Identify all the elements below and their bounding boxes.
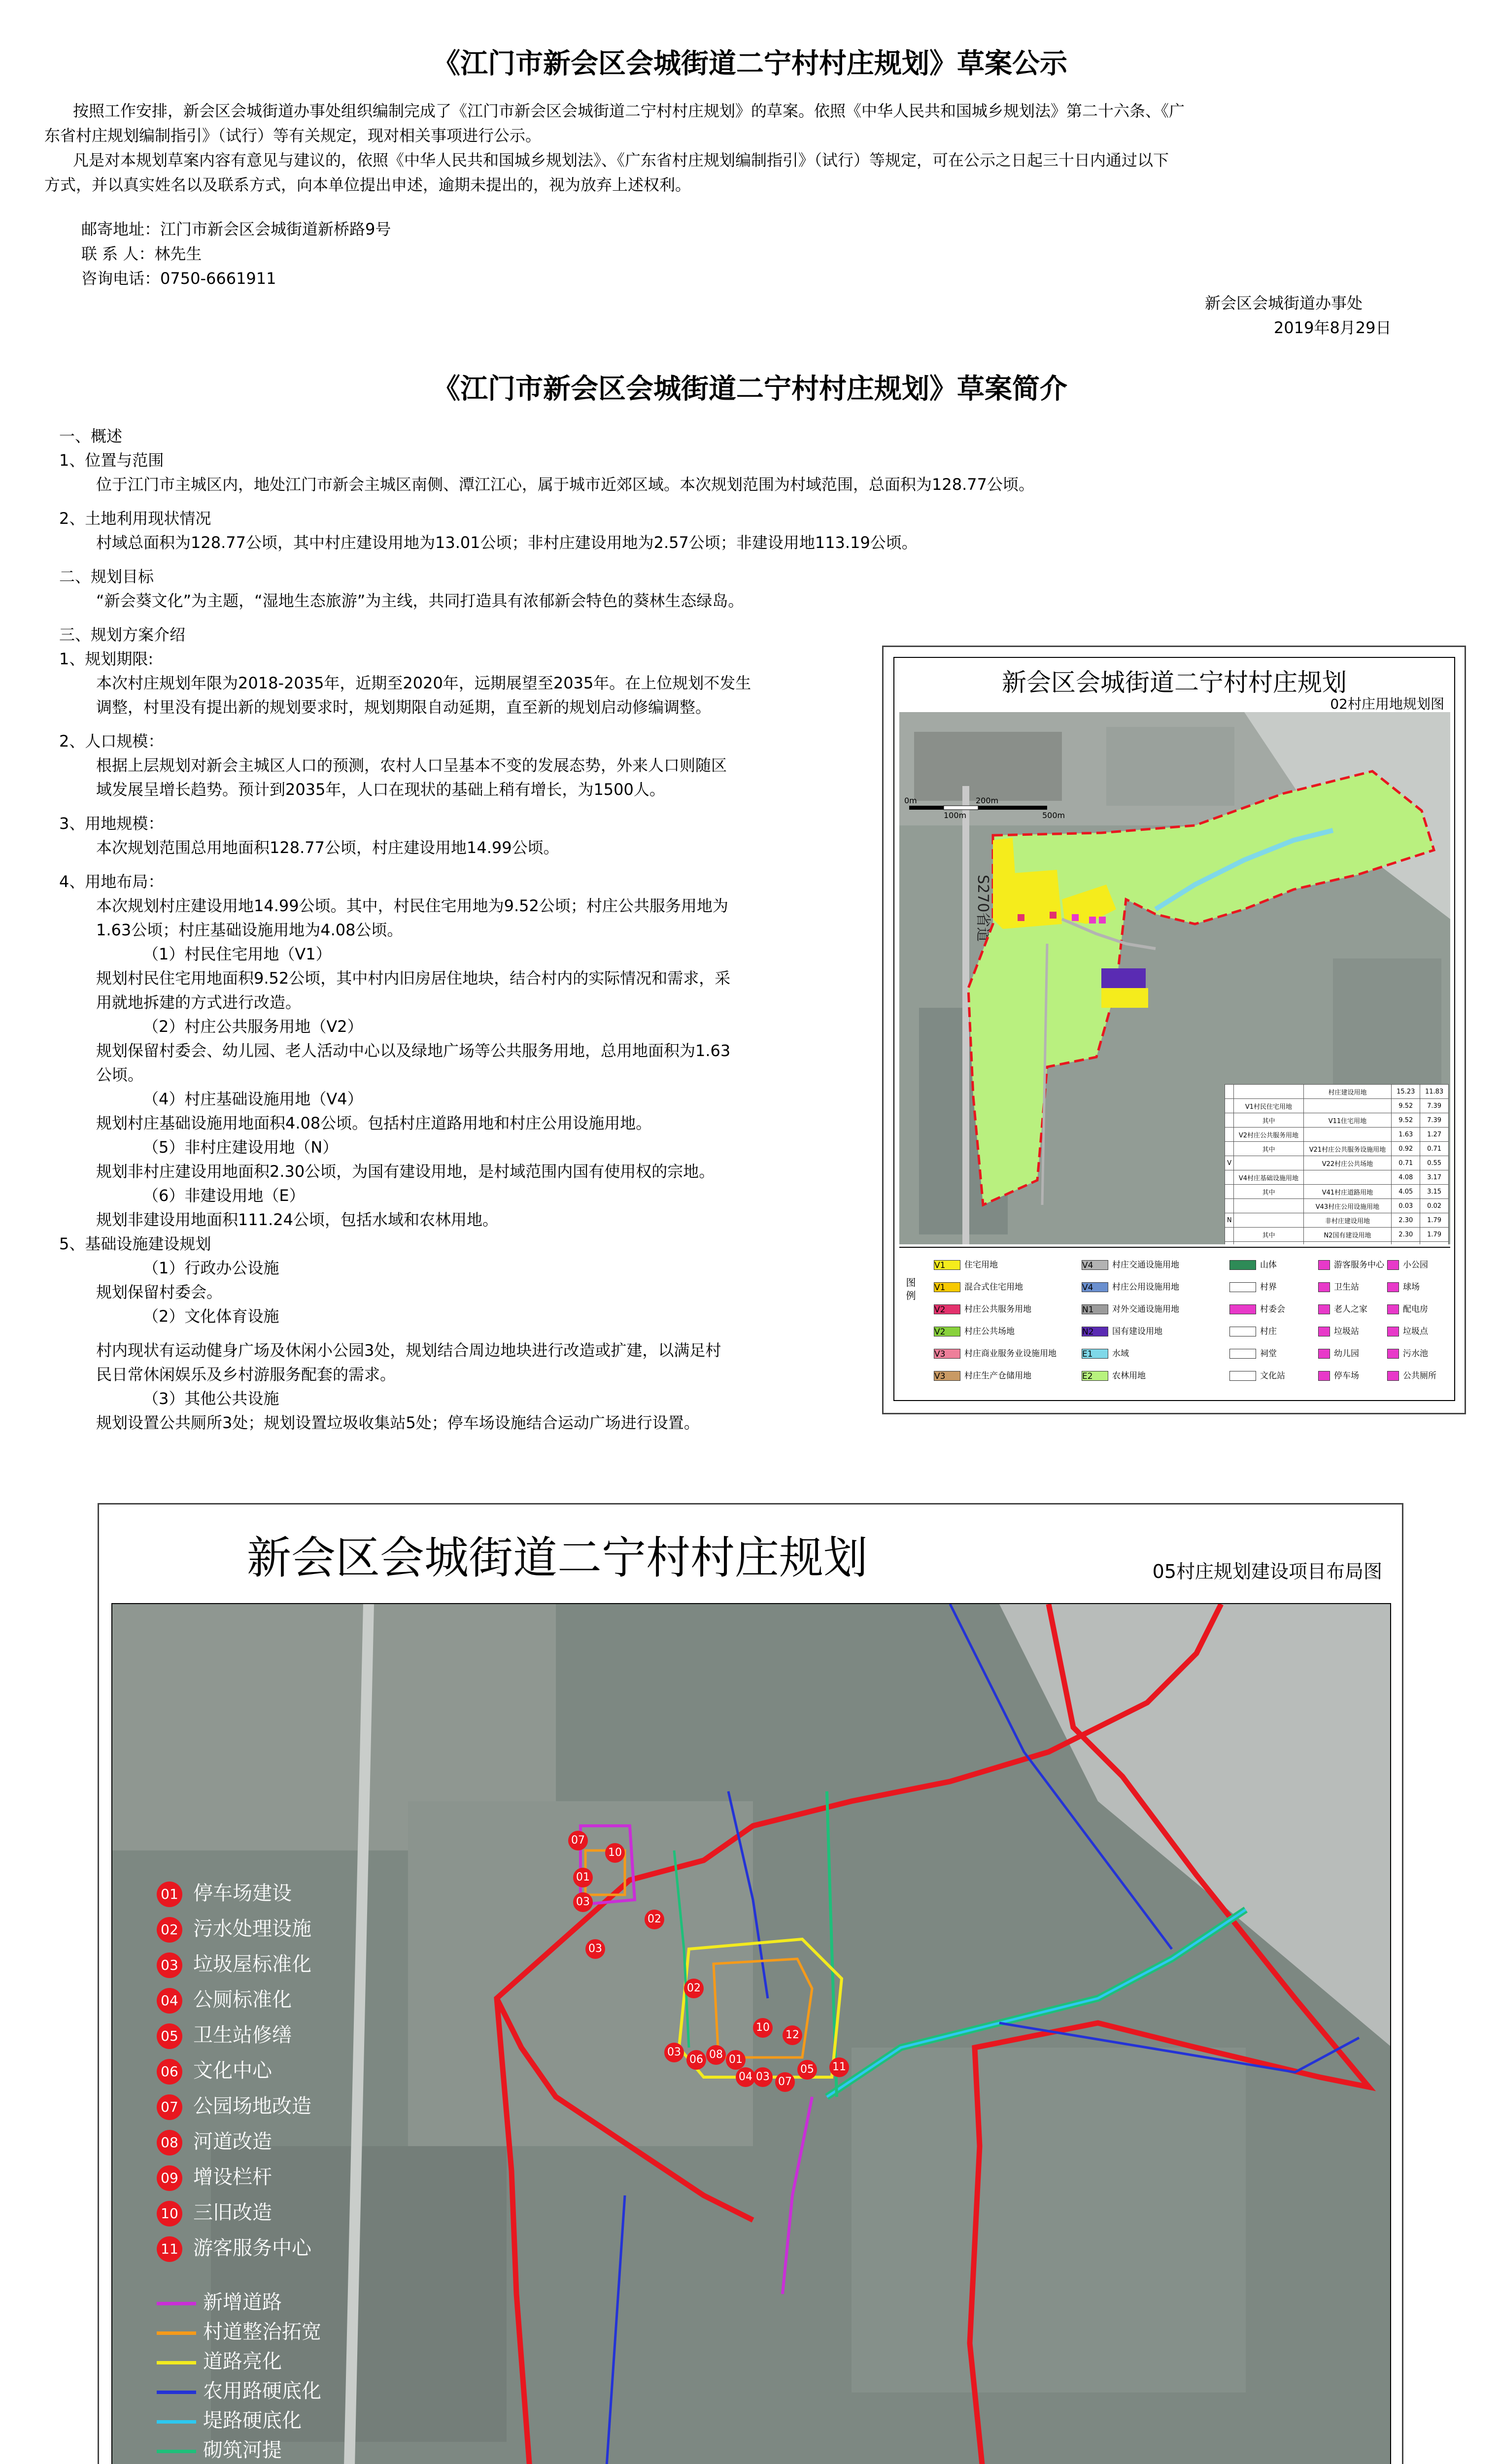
legend-item: V4 村庄公用设施用地	[1082, 1282, 1179, 1293]
facility-icon	[1318, 1304, 1330, 1314]
legend-icon-item: 配电房	[1387, 1302, 1428, 1314]
legend-icon-item: 垃圾点	[1387, 1324, 1428, 1336]
project-item: 01 停车场建设	[157, 1878, 292, 1905]
project-item: 06 文化中心	[157, 2055, 272, 2083]
legend-item: N2 国有建设用地	[1082, 1327, 1162, 1337]
legend-item: E1 水域	[1082, 1349, 1129, 1359]
map-marker-10b: 10	[753, 2018, 773, 2038]
legend-icon-item: 卫生站	[1318, 1280, 1359, 1292]
land-use-row: V1村民住宅用地 9.52 7.39	[1225, 1099, 1449, 1113]
legend-item: 村庄	[1229, 1324, 1277, 1336]
summary-line: “新会葵文化”为主题，“湿地生态旅游”为主线，共同打造具有浓郁新会特色的葵林生态绿岛。	[96, 591, 744, 610]
summary-line: （5）非村庄建设用地（N）	[143, 1138, 339, 1157]
map-marker-08: 08	[706, 2045, 726, 2065]
land-use-row: 其中 V11住宅用地 9.52 7.39	[1225, 1113, 1449, 1128]
notice-para2a: 凡是对本规划草案内容有意见与建议的，依照《中华人民共和国城乡规划法》、《广东省村庄规划编制指引》（试行）等规定，可在公示之日起三十日内通过以下	[73, 151, 1169, 170]
summary-line: 规划村民住宅用地面积9.52公顷，其中村内旧房居住地块，结合村内的实际情况和需求，采	[96, 969, 731, 988]
notice-address: 邮寄地址：江门市新会区会城街道新桥路9号	[81, 220, 391, 239]
facility-icon	[1318, 1349, 1330, 1359]
summary-line: 1、规划期限:	[59, 650, 154, 668]
notice-para1a: 按照工作安排，新会区会城街道办事处组织编制完成了《江门市新会区会城街道二宁村村庄规划》的草案。依照《中华人民共和国城乡规划法》第二十六条、《广	[73, 102, 1185, 120]
road-label: S270省道	[974, 875, 991, 942]
map-marker-02: 02	[645, 1910, 664, 1929]
summary-line: 规划非村庄建设用地面积2.30公顷，为国有建设用地，是村域范围内国有使用权的宗地。	[96, 1162, 715, 1181]
summary-line: （1）行政办公设施	[143, 1259, 279, 1277]
svg-text:200m: 200m	[976, 796, 999, 805]
legend-item: V1 住宅用地	[934, 1260, 998, 1270]
map2-title: 新会区会城街道二宁村村庄规划	[247, 1532, 868, 1584]
summary-line: 规划村庄基础设施用地面积4.08公顷。包括村庄道路用地和村庄公用设施用地。	[96, 1114, 652, 1132]
notice-contact: 联 系 人：林先生	[81, 244, 202, 263]
road-legend-item: 堤路硬底化	[157, 2405, 302, 2433]
legend-icon-item: 球场	[1387, 1280, 1420, 1292]
summary-line: 一、概述	[59, 427, 123, 445]
summary-line: 5、基础设施建设规划	[59, 1234, 211, 1253]
facility-icon	[1387, 1371, 1399, 1381]
legend-item: N1 对外交通设施用地	[1082, 1304, 1179, 1315]
legend-icon-item: 游客服务中心	[1318, 1258, 1384, 1270]
facility-icon	[1318, 1260, 1330, 1270]
project-item: 02 污水处理设施	[157, 1913, 311, 1941]
land-use-row: 村庄建设用地 15.23 11.83	[1225, 1085, 1449, 1099]
legend-item: V2 村庄公共场地	[934, 1327, 1015, 1337]
summary-line: 2、土地利用现状情况	[59, 509, 211, 528]
land-use-row: V4村庄基础设施用地 4.08 3.17	[1225, 1170, 1449, 1185]
land-use-row: 其中 N2国有建设用地 2.30 1.79	[1225, 1228, 1449, 1242]
legend-item: V3 村庄生产仓储用地	[934, 1371, 1031, 1381]
project-item: 08 河道改造	[157, 2126, 272, 2154]
legend-icon-item: 幼儿园	[1318, 1346, 1359, 1359]
map1-subtitle: 02村庄用地规划图	[1330, 696, 1444, 712]
summary-line: 用就地拆建的方式进行改造。	[96, 993, 302, 1012]
summary-line: 三、规划方案介绍	[59, 625, 186, 644]
project-item: 10 三旧改造	[157, 2197, 272, 2224]
map-marker-07b: 07	[775, 2072, 795, 2092]
map-marker-11: 11	[829, 2057, 849, 2077]
summary-line: 域发展呈增长趋势。预计到2035年，人口在现状的基础上稍有增长，为1500人。	[96, 780, 665, 799]
map1-title: 新会区会城街道二宁村村庄规划	[1002, 668, 1347, 697]
legend-item: 祠堂	[1229, 1346, 1277, 1359]
facility-icon	[1318, 1282, 1330, 1292]
svg-text:500m: 500m	[1042, 811, 1065, 820]
map-marker-01b: 01	[726, 2050, 746, 2070]
summary-line: （3）其他公共设施	[143, 1389, 279, 1408]
map-marker-03b: 03	[585, 1939, 605, 1959]
project-item: 07 公园场地改造	[157, 2090, 311, 2118]
legend-item: 文化站	[1229, 1369, 1285, 1381]
legend-icon-item: 公共厕所	[1387, 1369, 1436, 1381]
map-marker-12: 12	[783, 2025, 802, 2045]
facility-icon	[1387, 1282, 1399, 1292]
map-marker-04: 04	[736, 2067, 755, 2087]
summary-line: 民日常休闲娱乐及乡村游服务配套的需求。	[96, 1365, 396, 1384]
legend-heading: 图 例	[904, 1277, 916, 1300]
summary-line: 调整，村里没有提出新的规划要求时，规划期限自动延期，直至新的规划启动修编调整。	[96, 698, 712, 717]
notice-para1b: 东省村庄规划编制指引》（试行）等有关规定，现对相关事项进行公示。	[44, 126, 542, 145]
notice-para2b: 方式，并以真实姓名以及联系方式，向本单位提出申述，逾期未提出的，视为放弃上述权利。	[44, 175, 691, 194]
notice-phone: 咨询电话：0750-6661911	[81, 269, 276, 288]
summary-line: 规划保留村委会。	[96, 1283, 223, 1301]
legend-item: E2 农林用地	[1082, 1371, 1146, 1381]
road-legend-item: 村道整治拓宽	[157, 2316, 321, 2344]
legend-item: V3 村庄商业服务业设施用地	[934, 1349, 1057, 1359]
summary-line: 规划非建设用地面积111.24公顷，包括水域和农林用地。	[96, 1210, 498, 1229]
facility-icon	[1387, 1260, 1399, 1270]
summary-line: 4、用地布局：	[59, 872, 164, 891]
land-use-row: 其中 V21村庄公共服务设施用地 0.92 0.71	[1225, 1142, 1449, 1156]
project-layout-map	[111, 1603, 1391, 2464]
summary-line: （1）村民住宅用地（V1）	[143, 945, 332, 963]
project-item: 03 垃圾屋标准化	[157, 1949, 311, 1976]
map-marker-10: 10	[605, 1843, 625, 1863]
facility-icon	[1318, 1327, 1330, 1336]
land-use-map-panel	[882, 646, 1466, 1414]
facility-icon	[1387, 1349, 1399, 1359]
summary-line: （2）文化体育设施	[143, 1307, 279, 1326]
summary-line: 本次村庄规划年限为2018-2035年，近期至2020年，远期展望至2035年。在上位规划不发生	[96, 674, 751, 692]
legend-item: V1 混合式住宅用地	[934, 1282, 1023, 1293]
map-marker-07: 07	[568, 1831, 588, 1850]
project-item: 09 增设栏杆	[157, 2161, 272, 2189]
svg-text:100m: 100m	[944, 811, 967, 820]
summary-line: 1.63公顷；村庄基础设施用地为4.08公顷。	[96, 921, 403, 939]
legend-icon-item: 小公园	[1387, 1258, 1428, 1270]
land-use-row: V2村庄公共服务用地 1.63 1.27	[1225, 1128, 1449, 1142]
facility-icon	[1387, 1304, 1399, 1314]
facility-icon	[1318, 1371, 1330, 1381]
land-use-row: 其中 V41村庄道路用地 4.05 3.15	[1225, 1185, 1449, 1199]
summary-line: 规划设置公共厕所3处；规划设置垃圾收集站5处；停车场设施结合运动广场进行设置。	[96, 1413, 700, 1432]
map-marker-02b: 02	[684, 1979, 704, 1998]
legend-icon-item: 垃圾站	[1318, 1324, 1359, 1336]
summary-line: 本次规划村庄建设用地14.99公顷。其中，村民住宅用地为9.52公顷；村庄公共服务用地为	[96, 896, 728, 915]
map-marker-05: 05	[797, 2060, 817, 2080]
summary-line: 本次规划范围总用地面积128.77公顷，村庄建设用地14.99公顷。	[96, 838, 559, 857]
land-use-map	[899, 712, 1450, 1244]
summary-line: 村域总面积为128.77公顷，其中村庄建设用地为13.01公顷；非村庄建设用地为2.57公顷；非建设用地113.19公顷。	[96, 533, 918, 552]
facility-icon	[1387, 1327, 1399, 1336]
land-use-row: V43村庄公用设施用地 0.03 0.02	[1225, 1199, 1449, 1213]
summary-line: 2、人口规模：	[59, 732, 164, 751]
notice-org: 新会区会城街道办事处	[1205, 294, 1363, 312]
summary-line: （2）村庄公共服务用地（V2）	[143, 1017, 363, 1036]
road-legend-item: 农用路硬底化	[157, 2375, 321, 2403]
map-marker-06: 06	[686, 2050, 706, 2070]
summary-line: 3、用地规模：	[59, 814, 164, 833]
summary-line: 公顷。	[96, 1065, 144, 1084]
summary-line: 规划保留村委会、幼儿园、老人活动中心以及绿地广场等公共服务用地，总用地面积为1.63	[96, 1041, 731, 1060]
legend-item: V2 村庄公共服务用地	[934, 1304, 1031, 1315]
summary-line: （6）非建设用地（E）	[143, 1186, 305, 1205]
legend-icon-item: 停车场	[1318, 1369, 1359, 1381]
legend-item: 村界	[1229, 1280, 1277, 1292]
map2-subtitle: 05村庄规划建设项目布局图	[1152, 1561, 1382, 1582]
map-marker-03d: 03	[753, 2067, 773, 2087]
summary-line: 二、规划目标	[59, 567, 154, 586]
legend-icon-item: 污水池	[1387, 1346, 1428, 1359]
project-layout-map-panel	[98, 1503, 1403, 2464]
road-legend-item: 道路亮化	[157, 2346, 282, 2374]
map-marker-01: 01	[573, 1868, 593, 1887]
land-use-row	[1225, 1242, 1449, 1245]
summary-line: 1、位置与范围	[59, 451, 164, 470]
project-item: 05 卫生站修缮	[157, 2019, 292, 2047]
legend-icon-item: 老人之家	[1318, 1302, 1367, 1314]
summary-line: （4）村庄基础设施用地（V4）	[143, 1090, 363, 1108]
svg-text:0m: 0m	[904, 796, 917, 805]
summary-line: 位于江门市主城区内，地处江门市新会主城区南侧、潭江江心，属于城市近郊区域。本次规划范围为村域范围，总面积为128.77公顷。	[96, 475, 1034, 494]
summary-line: 根据上层规划对新会主城区人口的预测，农村人口呈基本不变的发展态势，外来人口则随区	[96, 756, 727, 775]
legend-item: 村委会	[1229, 1302, 1285, 1314]
land-use-table	[1225, 1084, 1449, 1244]
map-marker-03: 03	[573, 1892, 593, 1912]
road-legend-item: 砌筑河提	[157, 2434, 282, 2463]
land-use-row: N 非村庄建设用地 2.30 1.79	[1225, 1213, 1449, 1228]
notice-date: 2019年8月29日	[1274, 318, 1392, 337]
summary-title: 《江门市新会区会城街道二宁村村庄规划》草案简介	[433, 373, 1067, 405]
land-use-row: V V22村庄公共场地 0.71 0.55	[1225, 1156, 1449, 1170]
legend-item: 山体	[1229, 1258, 1277, 1270]
road-legend-item: 新增道路	[157, 2287, 282, 2315]
notice-title: 《江门市新会区会城街道二宁村村庄规划》草案公示	[433, 48, 1067, 80]
map1-legend	[899, 1247, 1450, 1396]
map-marker-03c: 03	[664, 2043, 684, 2062]
project-item: 11 游客服务中心	[157, 2232, 311, 2260]
project-item: 04 公厕标准化	[157, 1984, 292, 2012]
legend-item: V4 村庄交通设施用地	[1082, 1260, 1179, 1270]
summary-line: 村内现状有运动健身广场及休闲小公园3处，规划结合周边地块进行改造或扩建，以满足村	[96, 1341, 721, 1360]
